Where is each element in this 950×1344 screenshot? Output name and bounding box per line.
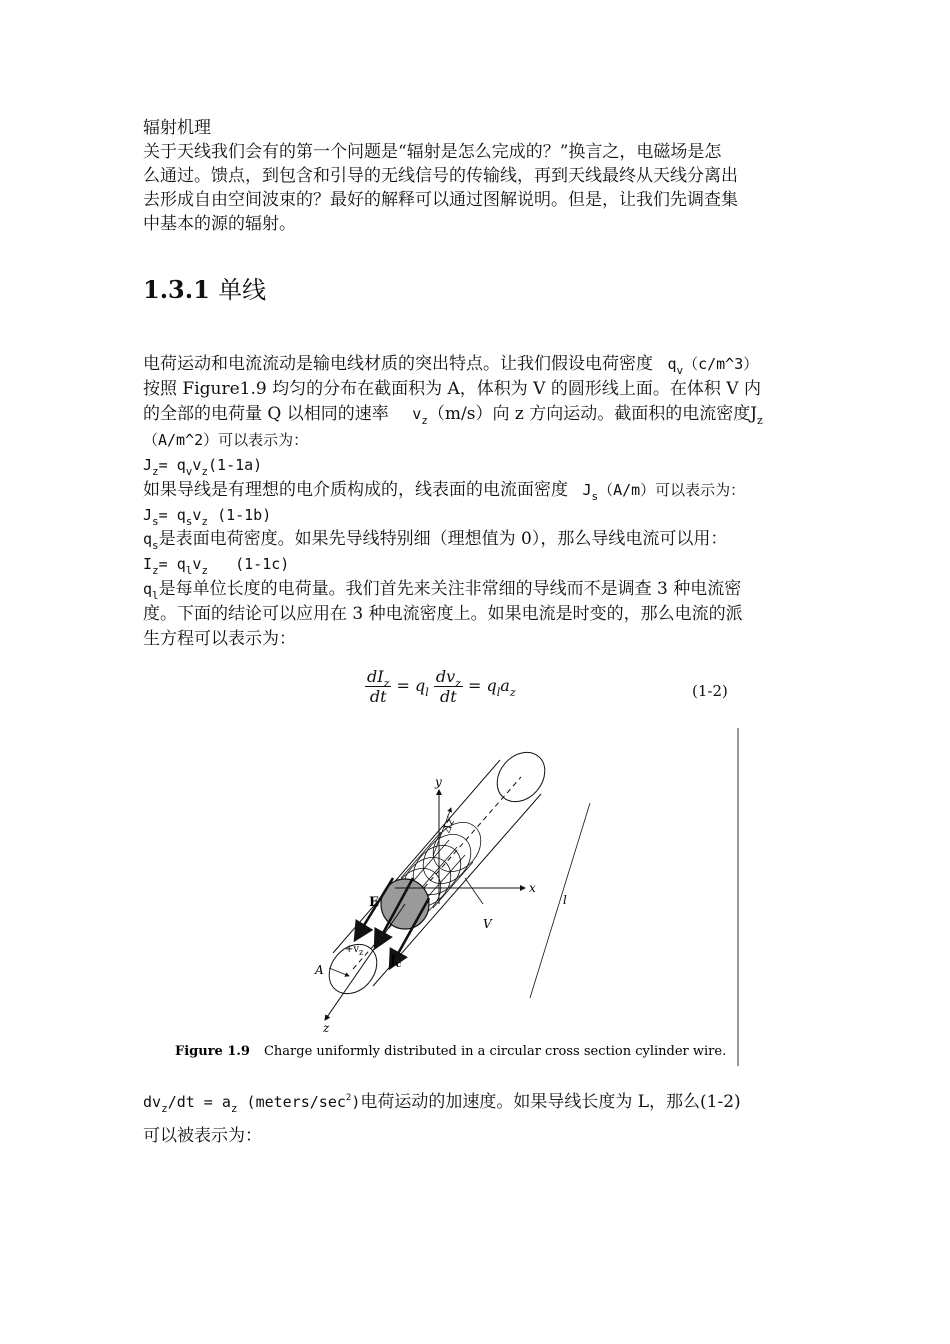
volume-leader — [465, 878, 483, 904]
e-field-label: E — [369, 895, 379, 910]
body-line-2: 按照 Figure1.9 均匀的分布在截面积为 A，体积为 V 的圆形线上面。在体积 V 内 — [143, 379, 761, 399]
heading-title: 单线 — [218, 276, 267, 304]
body-line-11: 度。下面的结论可以应用在 3 种电流密度上。如果电流是时变的，那么电流的派 — [143, 604, 743, 624]
body-line-3: 的全部的电荷量 Q 以相同的速率 $v_z(m/s)$向 z 方向运动。截面积的电流密度$J_z$ — [143, 404, 763, 427]
delta-z-label: Δz′ — [439, 814, 458, 835]
body-line-4: （A/m^2）可以表示为： — [143, 431, 309, 449]
axis-y-label: y — [435, 775, 442, 789]
equation-1-2: $\frac{dI_z}{dt}$ = $q_l$ $\frac{dv_z}{dt}$ = $q_la_z$ — [367, 667, 516, 706]
section-heading — [143, 275, 266, 305]
heading-number: 1.3.1 — [143, 275, 210, 304]
area-leader — [329, 968, 349, 976]
body-line-8: $q_s$是表面电荷密度。如果先导线特别细（理想值为 0），那么导线电流可以用： — [143, 529, 728, 552]
equation-1-1b: $J_s= q_sv_z$ (1-1b) — [143, 506, 272, 528]
intro-line-4: 中基本的源的辐射。 — [143, 214, 296, 234]
figure-1-9 — [165, 728, 745, 1070]
body-line-10: $q_l$是每单位长度的电荷量。我们首先来关注非常细的导线而不是调查 3 种电流密 — [143, 579, 742, 602]
axis-x-label: x — [529, 881, 536, 895]
equation-1-2-tag: (1-2) — [692, 682, 728, 700]
body-line-12: 生方程可以表示为： — [143, 629, 296, 649]
intro-line-1: 关于天线我们会有的第一个问题是“辐射是怎么完成的？”换言之，电磁场是怎 — [143, 142, 722, 162]
axis-z-label: z — [323, 1021, 330, 1035]
body-line-1: 电荷运动和电流流动是输电线材质的突出特点。让我们假设电荷密度 $q_v(c/m\^{}3)$ — [143, 354, 759, 377]
vz-label: $+v_z$ — [345, 944, 364, 957]
after-line-2: 可以被表示为： — [143, 1126, 262, 1146]
section-label: 辐射机理 — [143, 118, 211, 138]
length-dimension — [530, 803, 590, 998]
length-label: l — [563, 893, 567, 907]
jc-label: $J_c$ — [390, 953, 402, 970]
intro-line-3: 去形成自由空间波束的？最好的解释可以通过图解说明。但是，让我们先调查集 — [143, 190, 738, 210]
area-label: A — [315, 963, 324, 977]
intro-line-2: 么通过。馈点，到包含和引导的无线信号的传输线，再到天线最终从天线分离出 — [143, 166, 738, 186]
equation-1-1a: $J_z= q_vv_z(1-1a)$ — [143, 456, 263, 478]
body-line-6: 如果导线是有理想的电介质构成的，线表面的电流面密度 $J_s(A/m)$可以表示为： — [143, 480, 746, 503]
figure-caption: Figure 1.9 Charge uniformly distributed in a circular cross section cylinder wire. — [175, 1044, 727, 1059]
volume-label: V — [483, 917, 492, 931]
after-line-1: $dv_z/dt = a_z$ $(meters/\sec^2)$电荷运动的加速度。如果导线长度为 L，那么(1-2) — [143, 1092, 741, 1115]
equation-1-1c: $I_z= q_lv_z$ (1-1c) — [143, 555, 290, 577]
